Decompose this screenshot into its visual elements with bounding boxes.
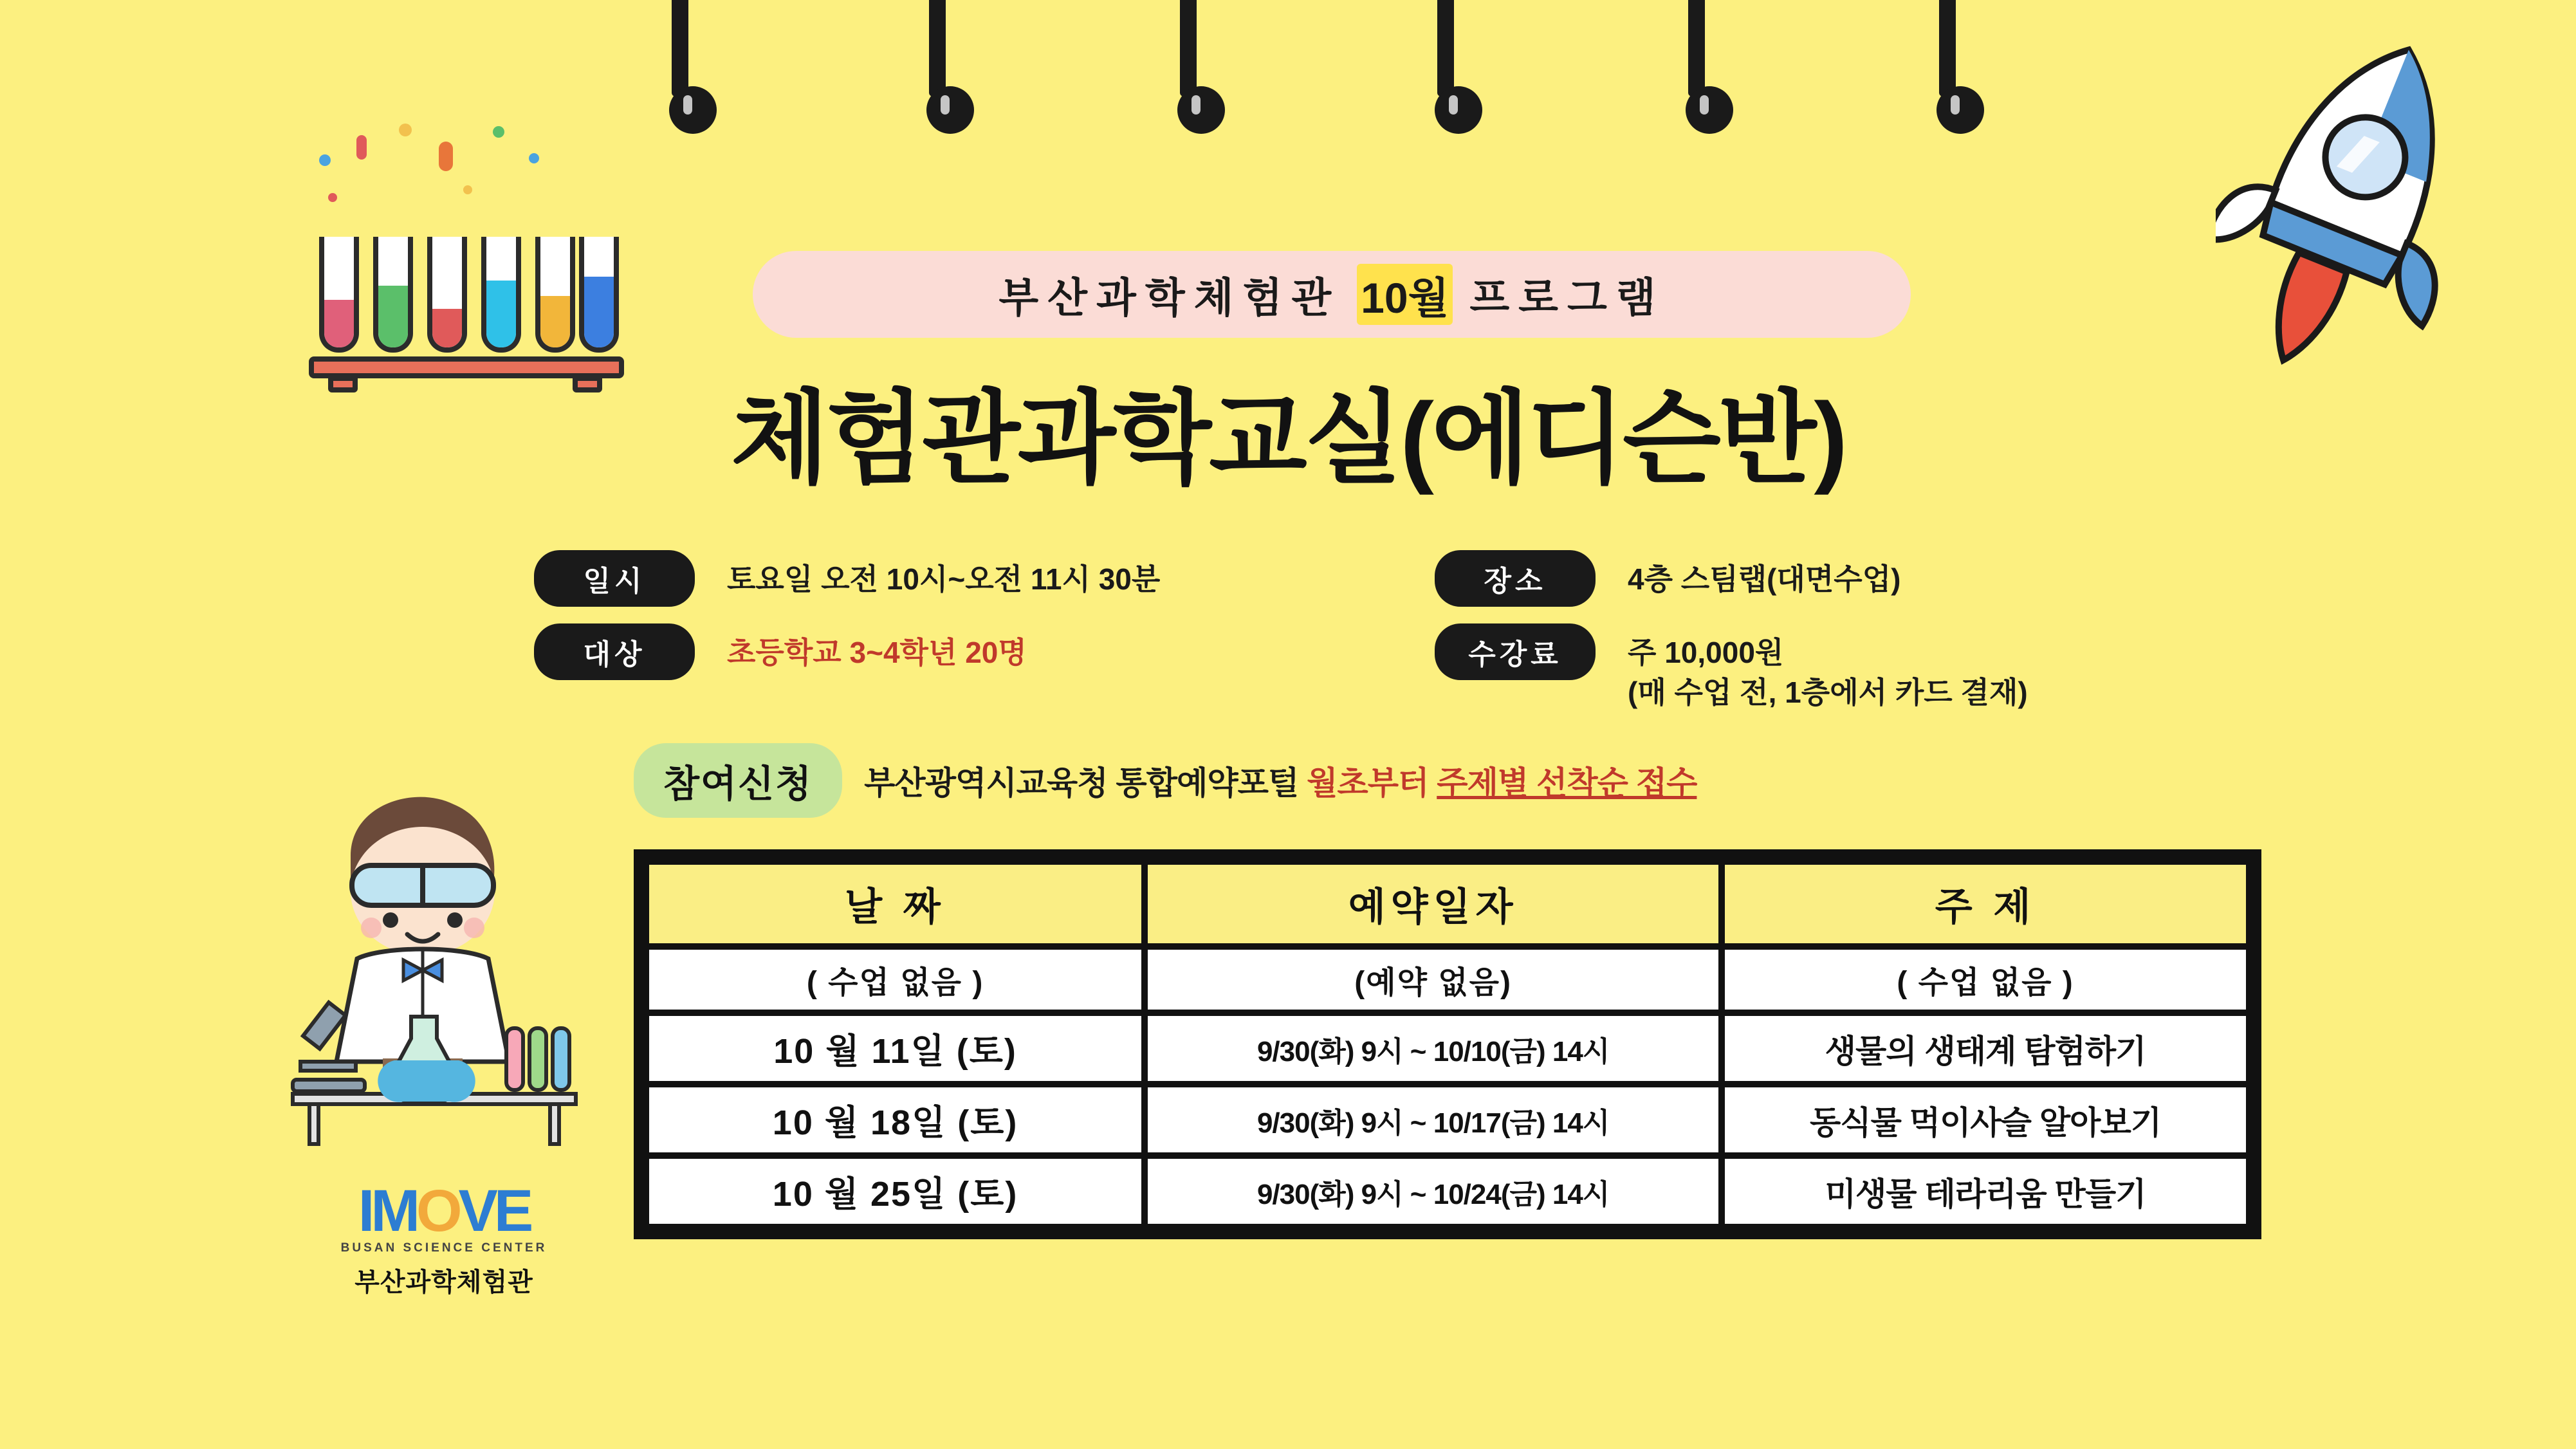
- info-block: [534, 550, 2220, 712]
- table-header-row: [649, 865, 2246, 943]
- cell-topic: 생물의 생태계 탐험하기: [1725, 1016, 2246, 1081]
- header-pre: 부산과학체험관: [998, 274, 1341, 321]
- logo-mark-2: M: [371, 1178, 416, 1244]
- organization-logo: [322, 1177, 566, 1298]
- page-title: 체험관과학교실(에디슨반): [730, 382, 1846, 495]
- cell-reserve: (예약 없음): [1148, 950, 1718, 1010]
- table-row: [649, 950, 2246, 1010]
- cell-date: 10 월 11일 (토): [649, 1016, 1141, 1081]
- fee-value-line1: 주 10,000원: [1628, 636, 1784, 669]
- scientist-mascot-illustration: [254, 759, 614, 1158]
- table-row: [649, 1087, 2246, 1152]
- target-value: 초등학교 3~4학년 20명: [727, 636, 1027, 669]
- thermometer-icon: [926, 0, 948, 134]
- thermometer-icon: [1937, 0, 1958, 134]
- logo-mark-3: O: [416, 1178, 459, 1244]
- rocket-icon: [2216, 26, 2486, 386]
- date-value: 토요일 오전 10시~오전 11시 30분: [727, 562, 1161, 596]
- place-label: 장소: [1435, 550, 1596, 607]
- thermometer-icon: [1435, 0, 1457, 134]
- apply-badge: 참여신청: [634, 743, 842, 818]
- fee-label: 수강료: [1435, 623, 1596, 680]
- cell-date: ( 수업 없음 ): [649, 950, 1141, 1010]
- schedule-table: [643, 858, 2252, 1230]
- col-header-topic: 주 제: [1725, 865, 2246, 943]
- target-label: 대상: [534, 623, 695, 680]
- apply-text: [864, 757, 1697, 804]
- logo-mark: [322, 1177, 566, 1245]
- cell-topic: 미생물 테라리움 만들기: [1725, 1159, 2246, 1224]
- header-pill: [753, 251, 1911, 338]
- cell-reserve: 9/30(화) 9시 ~ 10/24(금) 14시: [1148, 1159, 1718, 1224]
- thermometer-icon: [1177, 0, 1199, 134]
- date-label: 일시: [534, 550, 695, 607]
- thermometer-icon: [1686, 0, 1707, 134]
- apply-text-underlined: 주제별 선착순 접수: [1437, 765, 1697, 801]
- cell-reserve: 9/30(화) 9시 ~ 10/10(금) 14시: [1148, 1016, 1718, 1081]
- fee-value: [1628, 623, 2207, 712]
- fee-value-line2: (매 수업 전, 1층에서 카드 결재): [1628, 676, 2028, 710]
- logo-korean-name: 부산과학체험관: [354, 1268, 533, 1297]
- cell-date: 10 월 25일 (토): [649, 1159, 1141, 1224]
- logo-mark-1: I: [358, 1178, 371, 1244]
- apply-text-portal: 부산광역시교육청 통합예약포털: [864, 765, 1299, 801]
- schedule-table-wrapper: [634, 849, 2261, 1239]
- thermometer-decoration: [643, 0, 1994, 193]
- header-post: 프로그램: [1469, 274, 1665, 321]
- place-value: 4층 스팀랩(대면수업): [1628, 562, 1901, 596]
- logo-english-name: BUSAN SCIENCE CENTER: [340, 1241, 547, 1255]
- logo-mark-4: VE: [458, 1178, 530, 1244]
- col-header-reserve: 예약일자: [1148, 865, 1718, 943]
- col-header-date: 날 짜: [649, 865, 1141, 943]
- apply-row: [634, 743, 1697, 818]
- cell-date: 10 월 18일 (토): [649, 1087, 1141, 1152]
- cell-topic: 동식물 먹이사슬 알아보기: [1725, 1087, 2246, 1152]
- table-row: [649, 1016, 2246, 1081]
- apply-text-highlight: 월초부터: [1307, 765, 1429, 801]
- cell-topic: ( 수업 없음 ): [1725, 950, 2246, 1010]
- cell-reserve: 9/30(화) 9시 ~ 10/17(금) 14시: [1148, 1087, 1718, 1152]
- header-month: 10월: [1357, 264, 1453, 325]
- thermometer-icon: [669, 0, 691, 134]
- table-row: [649, 1159, 2246, 1224]
